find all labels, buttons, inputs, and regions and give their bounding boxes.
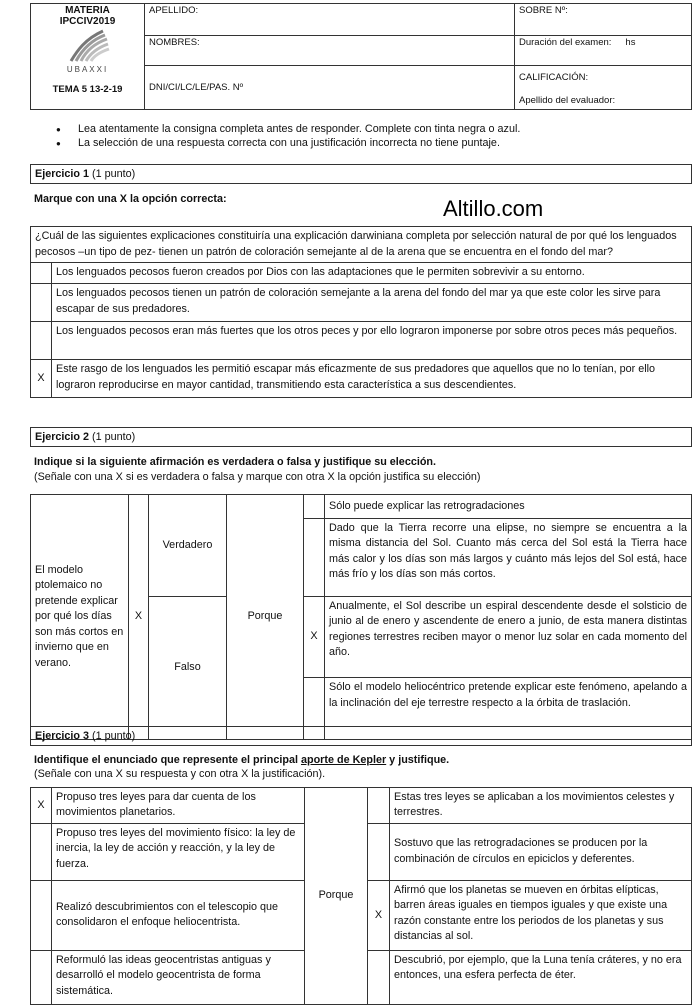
ex3-mark[interactable] — [31, 950, 52, 1004]
ex3-just-mark[interactable] — [368, 950, 390, 1004]
ex3-just-mark[interactable]: X — [368, 880, 390, 950]
ex2-note: (Señale con una X si es verdadera o falsa y marque con otra X la opción justifica su elección) — [34, 471, 481, 483]
apellido-field[interactable] — [145, 4, 515, 36]
ex2-justification: Dado que la Tierra recorre una elipse, no siempre se encuentra a la misma distancia del Sol. Cuanto más cerca del Sol está la Tierra hace más calor y los días son más largos y cuánto más lejos del Sol está, hace más frío y los días son más cortos. — [325, 519, 692, 597]
ex2-statement-mark[interactable]: X — [129, 495, 149, 740]
ex2-title-box — [30, 427, 692, 447]
calificacion-field[interactable] — [515, 66, 692, 110]
ex3-just-mark[interactable] — [368, 823, 390, 880]
ex2-true-label: Verdadero — [149, 495, 227, 597]
tema-label: TEMA 5 13-2-19 — [52, 84, 123, 95]
ex3-justification: Descubrió, por ejemplo, que la Luna tenía cráteres, y no era entonces, una esfera perfecta de éter. — [390, 950, 692, 1004]
ex3-just-mark[interactable] — [368, 788, 390, 824]
calificacion-label: CALIFICACIÓN: — [519, 72, 589, 83]
ex1-instruction: Marque con una X la opción correcta: — [34, 193, 227, 205]
ex2-points: (1 punto) — [89, 431, 136, 443]
ex3-option: Realizó descubrimientos con el telescopio que consolidaron el enfoque heliocentrista. — [52, 880, 305, 950]
ex3-table — [30, 787, 692, 1005]
ex2-just-mark[interactable] — [304, 495, 325, 519]
ex3-mark[interactable] — [31, 880, 52, 950]
ex3-title-box — [30, 726, 692, 746]
ex1-points: (1 punto) — [89, 168, 136, 180]
evaluador-label: Apellido del evaluador: — [519, 95, 616, 106]
ex1-title-box — [30, 164, 692, 184]
logo-cell — [31, 4, 145, 110]
logo-text: UBAXXI — [66, 65, 109, 74]
ex3-option: Reformuló las ideas geocentristas antiguas y desarrolló el modelo geocentrista de forma sistemática. — [52, 950, 305, 1004]
ex2-justification: Sólo puede explicar las retrogradaciones — [325, 495, 692, 519]
ex3-note: (Señale con una X su respuesta y con otra X la justificación). — [34, 768, 326, 780]
ex3-mark[interactable]: X — [31, 788, 52, 824]
ex1-option: Este rasgo de los lenguados les permitió escapar más eficazmente de sus predadores que aquellos que no lo tenían, por ello lograron reproducirse en mayor cantidad, transmitiendo esta característica a sus descendientes. — [52, 360, 692, 398]
ubaxxi-logo — [33, 27, 142, 65]
ex3-points: (1 punto) — [89, 730, 136, 742]
duracion-unit: hs — [625, 37, 636, 48]
ex3-because: Porque — [305, 788, 368, 1005]
ex3-justification: Afirmó que los planetas se mueven en órbitas elípticas, barren áreas iguales en tiempos iguales y que existe una razón constante entre los periodos de los planetas y sus distancias al sol. — [390, 880, 692, 950]
ex1-mark-cell[interactable] — [31, 263, 52, 284]
dni-field[interactable] — [145, 66, 515, 110]
ex3-justification: Sostuvo que las retrogradaciones se producen por la combinación de círculos en epiciclos y deferentes. — [390, 823, 692, 880]
ex3-mark[interactable] — [31, 823, 52, 880]
ex2-justification: Anualmente, el Sol describe un espiral descendente desde el solsticio de junio al de enero y ascendente de enero a junio, de esta manera distintas regiones terrestres reciben mayor o menor luz solar en cada momento del año. — [325, 596, 692, 677]
ex2-because: Porque — [227, 495, 304, 740]
ex1-question: ¿Cuál de las siguientes explicaciones constituiría una explicación darwiniana completa por selección natural de por qué los lenguados pecosos –un tipo de pez- tienen un patrón de coloración semejante al de la arena que se encuentra en el fondo del mar? — [31, 227, 692, 263]
ex2-table — [30, 494, 692, 740]
ex2-statement: El modelo ptolemaico no pretende explicar por qué los días son más cortos en invierno que en verano. — [31, 495, 129, 740]
ex3-title: Ejercicio 3 — [35, 730, 90, 742]
watermark: Altillo.com — [443, 196, 544, 221]
nombres-field[interactable] — [145, 36, 515, 66]
ex2-false-label: Falso — [149, 596, 227, 739]
ex1-mark-cell[interactable] — [31, 284, 52, 322]
ex2-just-mark[interactable] — [304, 519, 325, 597]
ex1-mark-cell[interactable] — [31, 322, 52, 360]
instructions-list — [54, 122, 674, 150]
nombres-label: NOMBRES: — [149, 37, 200, 48]
sobre-field[interactable] — [515, 4, 692, 36]
ex3-option: Propuso tres leyes para dar cuenta de los movimientos planetarios. — [52, 788, 305, 824]
ex1-option: Los lenguados pecosos tienen un patrón de coloración semejante a la arena del fondo del mar ya que este color les sirve para escapar de sus predadores. — [52, 284, 692, 322]
ex1-option: Los lenguados pecosos fueron creados por Dios con las adaptaciones que le permiten sobrevivir a su entorno. — [52, 263, 692, 284]
duracion-field[interactable] — [515, 36, 692, 66]
materia-code: IPCCIV2019 — [59, 16, 116, 27]
dni-label: DNI/CI/LC/LE/PAS. Nº — [149, 82, 244, 93]
ex2-justification: Sólo el modelo heliocéntrico pretende explicar este fenómeno, apelando a la inclinación del eje terrestre respecto a la órbita de traslación. — [325, 678, 692, 740]
ex3-option: Propuso tres leyes del movimiento físico: la ley de inercia, la ley de acción y reacción, y la ley de fuerza. — [52, 823, 305, 880]
ex1-mark-cell[interactable]: X — [31, 360, 52, 398]
ex2-just-mark[interactable]: X — [304, 596, 325, 677]
ex3-instruction: Identifique el enunciado que represente el principal aporte de Kepler y justifique. — [34, 754, 450, 766]
ex2-title: Ejercicio 2 — [35, 431, 90, 443]
ex1-table — [30, 226, 692, 398]
exam-header — [30, 3, 692, 110]
instruction-item: ● Lea atentamente la consigna completa antes de responder. Complete con tinta negra o azul. — [54, 122, 674, 136]
instruction-item: ● La selección de una respuesta correcta con una justificación incorrecta no tiene puntaje. — [54, 136, 674, 150]
ex3-justification: Estas tres leyes se aplicaban a los movimientos celestes y terrestres. — [390, 788, 692, 824]
materia-label: MATERIA — [65, 5, 110, 16]
apellido-label: APELLIDO: — [149, 5, 199, 16]
sobre-label: SOBRE Nº: — [519, 5, 568, 16]
ex1-title: Ejercicio 1 — [35, 168, 90, 180]
duracion-label: Duración del examen: — [519, 37, 612, 48]
ex2-instruction: Indique si la siguiente afirmación es verdadera o falsa y justifique su elección. — [34, 456, 437, 468]
ex1-option: Los lenguados pecosos eran más fuertes que los otros peces y por ello lograron imponerse por sobre otros peces más pequeños. — [52, 322, 692, 360]
